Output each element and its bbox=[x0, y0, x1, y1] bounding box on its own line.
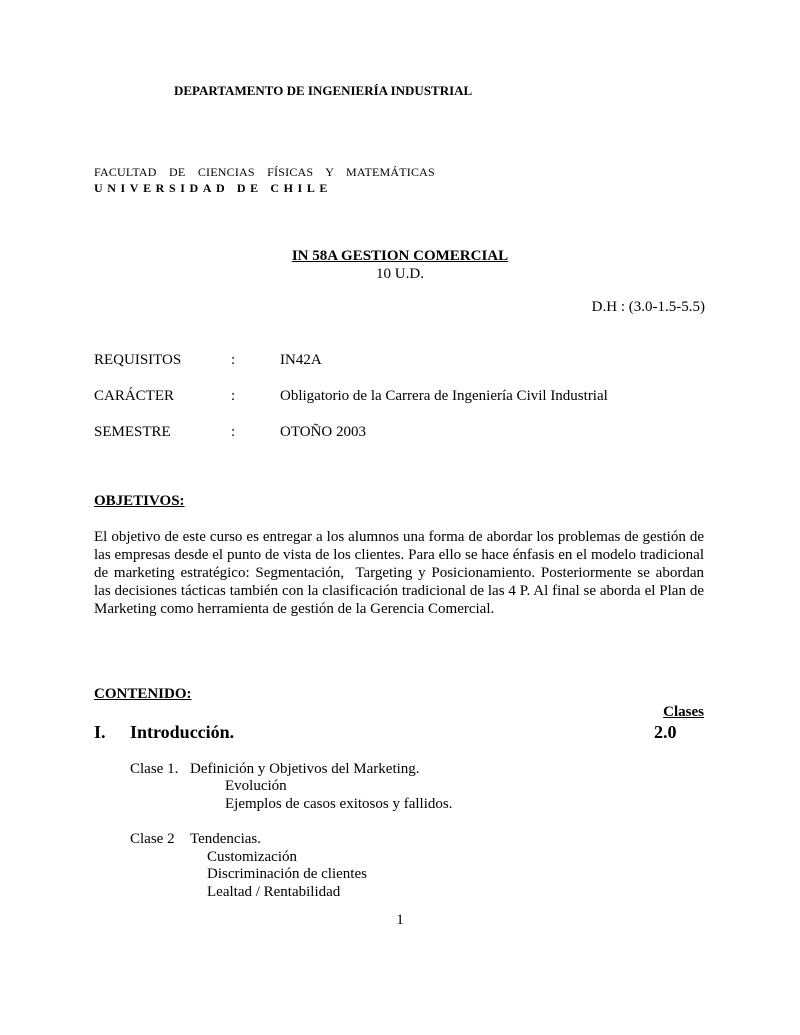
caracter-label: CARÁCTER bbox=[94, 388, 175, 404]
clase2-item: Discriminación de clientes bbox=[207, 866, 367, 882]
semestre-label: SEMESTRE bbox=[94, 424, 171, 440]
clases-column-header: Clases bbox=[663, 704, 704, 720]
semestre-value: OTOÑO 2003 bbox=[280, 424, 366, 440]
page-number: 1 bbox=[396, 912, 404, 928]
clase2-item: Customización bbox=[207, 849, 297, 865]
objectives-heading: OBJETIVOS: bbox=[94, 493, 185, 509]
clase2-item: Lealtad / Rentabilidad bbox=[207, 884, 341, 900]
semestre-colon: : bbox=[231, 424, 236, 440]
unit-title: Introducción. bbox=[130, 722, 235, 742]
content-heading: CONTENIDO: bbox=[94, 686, 192, 702]
department-title: DEPARTAMENTO DE INGENIERÍA INDUSTRIAL bbox=[174, 83, 473, 98]
unit-number: I. bbox=[94, 722, 106, 742]
requisitos-colon: : bbox=[231, 352, 236, 368]
course-title: IN 58A GESTION COMERCIAL bbox=[291, 248, 509, 264]
caracter-value: Obligatorio de la Carrera de Ingeniería Civil Industrial bbox=[280, 388, 608, 404]
clase1-title: Definición y Objetivos del Marketing. bbox=[190, 761, 420, 777]
course-units: 10 U.D. bbox=[376, 266, 424, 282]
clase2-title: Tendencias. bbox=[190, 831, 262, 847]
university-name: UNIVERSIDAD DE CHILE bbox=[94, 181, 333, 195]
clase1-item: Ejemplos de casos exitosos y fallidos. bbox=[225, 796, 453, 812]
requisitos-label: REQUISITOS bbox=[94, 352, 182, 368]
requisitos-value: IN42A bbox=[280, 352, 322, 368]
unit-clases-count: 2.0 bbox=[654, 722, 677, 742]
caracter-colon: : bbox=[231, 388, 236, 404]
objectives-paragraph: El objetivo de este curso es entregar a los alumnos una forma de abordar los problemas de gestión de las empresas desde el punto de vista de los clientes. Para ello se hace énfasis en el modelo tradicional de marketing estratégico: Segmentación, Targeting y Posicionamiento. Posteriormente se abordan las decisiones tácticas también con la clasificación tradicional de las 4 P. Al final se aborda el Plan de Marketing como herramienta de gestión de la Gerencia Comercial. bbox=[94, 529, 708, 617]
clase2-label: Clase 2 bbox=[130, 831, 175, 847]
clase1-label: Clase 1. bbox=[130, 761, 179, 777]
faculty-name: FACULTAD DE CIENCIAS FÍSICAS Y MATEMÁTICAS bbox=[94, 165, 435, 179]
course-hours: D.H : (3.0-1.5-5.5) bbox=[591, 299, 705, 315]
clase1-item: Evolución bbox=[225, 778, 287, 794]
